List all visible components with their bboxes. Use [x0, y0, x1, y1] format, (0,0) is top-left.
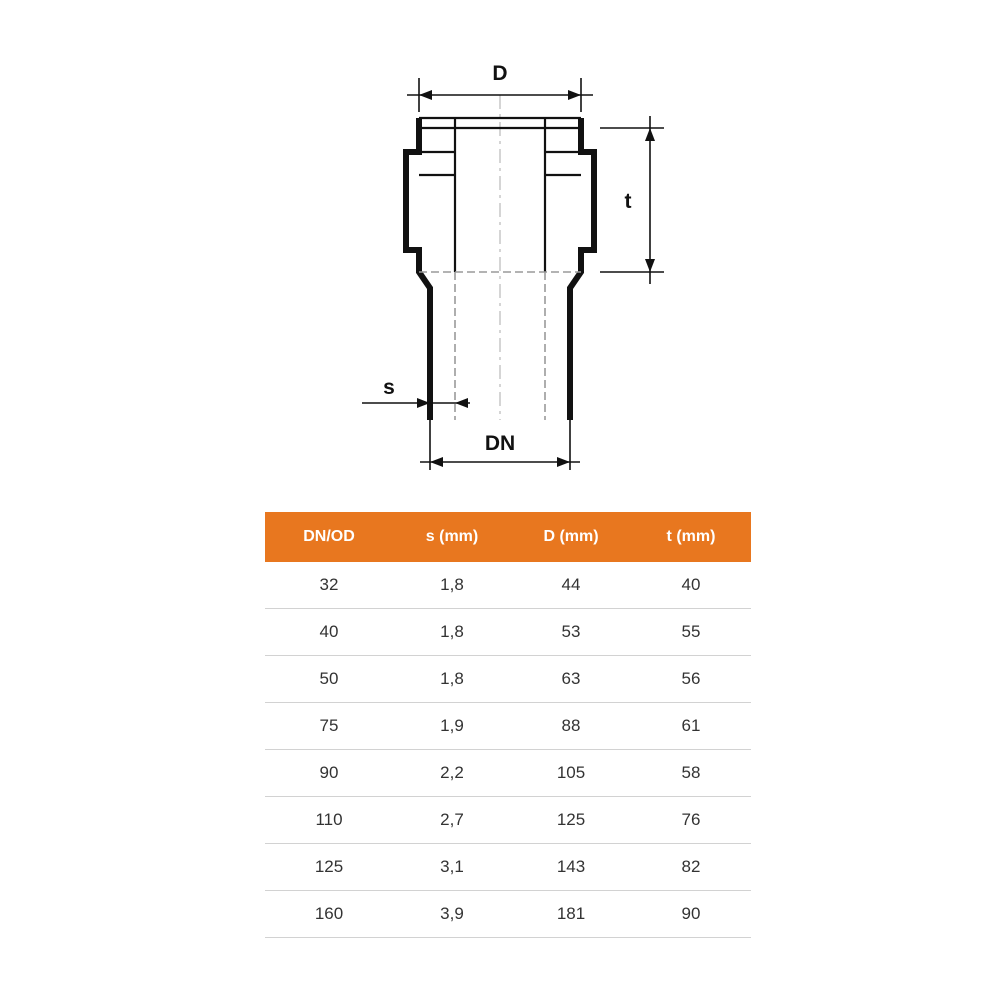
table-row — [265, 797, 751, 844]
dimension-t — [600, 116, 664, 284]
cell-d: 105 — [511, 750, 631, 797]
table-row — [265, 703, 751, 750]
cell-s: 1,8 — [393, 562, 511, 609]
header-dn-od: DN/OD — [265, 512, 393, 562]
cell-s: 2,7 — [393, 797, 511, 844]
cell-dn: 50 — [265, 656, 393, 703]
header-s: s (mm) — [393, 512, 511, 562]
cell-s: 3,9 — [393, 891, 511, 938]
cell-d: 143 — [511, 844, 631, 891]
dimension-s — [362, 398, 470, 408]
cell-t: 56 — [631, 656, 751, 703]
cell-d: 44 — [511, 562, 631, 609]
cell-t: 90 — [631, 891, 751, 938]
label-s: s — [383, 376, 395, 399]
cell-dn: 160 — [265, 891, 393, 938]
header-d: D (mm) — [511, 512, 631, 562]
specification-table — [265, 512, 735, 938]
cell-t: 61 — [631, 703, 751, 750]
cell-dn: 110 — [265, 797, 393, 844]
cell-dn: 125 — [265, 844, 393, 891]
cell-t: 82 — [631, 844, 751, 891]
cell-t: 55 — [631, 609, 751, 656]
cell-t: 76 — [631, 797, 751, 844]
table-header-row — [265, 512, 751, 562]
cell-d: 181 — [511, 891, 631, 938]
cell-s: 3,1 — [393, 844, 511, 891]
label-D: D — [492, 62, 508, 85]
cell-d: 63 — [511, 656, 631, 703]
table-row — [265, 562, 751, 609]
cell-s: 2,2 — [393, 750, 511, 797]
table-row — [265, 750, 751, 797]
cell-s: 1,8 — [393, 656, 511, 703]
cell-dn: 75 — [265, 703, 393, 750]
cell-t: 40 — [631, 562, 751, 609]
cell-s: 1,8 — [393, 609, 511, 656]
cell-s: 1,9 — [393, 703, 511, 750]
cell-dn: 32 — [265, 562, 393, 609]
cell-d: 125 — [511, 797, 631, 844]
table-row — [265, 891, 751, 938]
cell-d: 53 — [511, 609, 631, 656]
label-DN: DN — [484, 432, 516, 455]
cell-dn: 40 — [265, 609, 393, 656]
table-row — [265, 609, 751, 656]
cell-dn: 90 — [265, 750, 393, 797]
table-row — [265, 656, 751, 703]
cell-d: 88 — [511, 703, 631, 750]
header-t: t (mm) — [631, 512, 751, 562]
label-t: t — [624, 190, 632, 213]
cell-t: 58 — [631, 750, 751, 797]
table-row — [265, 844, 751, 891]
